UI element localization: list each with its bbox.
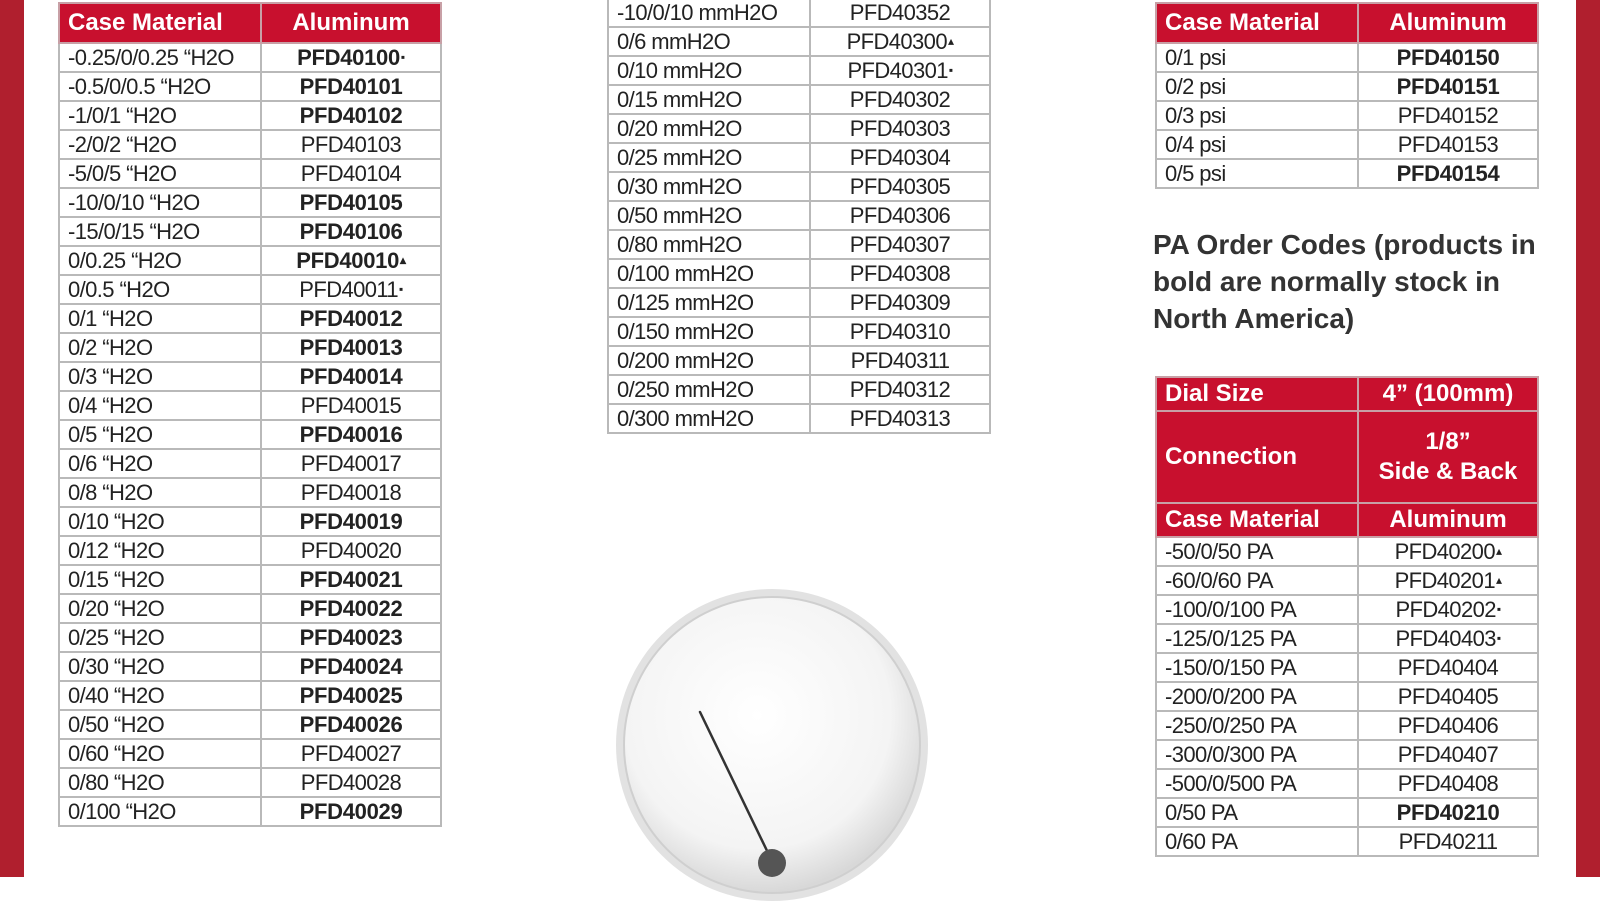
table-row: [608, 172, 990, 201]
table-row: [59, 275, 441, 304]
table-row: [59, 391, 441, 420]
gauge-needle-hub: [758, 849, 786, 877]
table-row: [59, 130, 441, 159]
order-code: PFD40403: [1395, 626, 1496, 651]
order-code-cell: [1358, 72, 1538, 101]
range-cell: 0/0.5 “H2O: [59, 275, 261, 304]
table-row: [608, 0, 990, 27]
table-row: [59, 43, 441, 72]
range-cell: -200/0/200 PA: [1156, 682, 1358, 711]
order-code: PFD40304: [849, 144, 951, 170]
header-aluminum: Aluminum: [261, 3, 441, 43]
order-code: PFD40311: [850, 347, 950, 373]
table-row: [1156, 769, 1538, 798]
header-case-material: Case Material: [1156, 3, 1358, 43]
range-cell: 0/4 “H2O: [59, 391, 261, 420]
order-code-cell: [810, 143, 990, 172]
table-row: [59, 594, 441, 623]
connection-value-line2: Side & Back: [1378, 458, 1518, 485]
order-code: PFD40012: [299, 305, 403, 331]
table-row: [608, 85, 990, 114]
table-row: [608, 201, 990, 230]
order-code: PFD40153: [1397, 131, 1499, 157]
order-code: PFD40021: [299, 566, 403, 592]
order-code-cell: [261, 478, 441, 507]
order-code-cell: [261, 565, 441, 594]
range-cell: 0/5 psi: [1156, 159, 1358, 188]
pa-order-codes-table: [1155, 376, 1539, 857]
order-code: PFD40408: [1397, 770, 1499, 796]
table-header-row: [59, 3, 441, 43]
range-cell: 0/25 “H2O: [59, 623, 261, 652]
order-code: PFD40022: [299, 595, 403, 621]
range-cell: -50/0/50 PA: [1156, 537, 1358, 566]
order-code-cell: [1358, 653, 1538, 682]
range-cell: 0/30 mmH2O: [608, 172, 810, 201]
table-row: [59, 623, 441, 652]
table-row: [59, 768, 441, 797]
order-code: PFD40404: [1397, 654, 1499, 680]
order-code: PFD40352: [849, 0, 951, 25]
availability-mark: ▪: [400, 50, 405, 64]
table-row: [1156, 101, 1538, 130]
order-code-cell: [261, 246, 441, 275]
order-code-cell: [810, 346, 990, 375]
table-body: [59, 43, 441, 826]
order-code-cell: [261, 594, 441, 623]
range-cell: -150/0/150 PA: [1156, 653, 1358, 682]
range-cell: 0/50 PA: [1156, 798, 1358, 827]
order-code-cell: [261, 536, 441, 565]
order-code-cell: [1358, 595, 1538, 624]
order-code: PFD40018: [300, 479, 402, 505]
order-code: PFD40105: [299, 189, 403, 215]
order-code: PFD40101: [299, 73, 403, 99]
order-code-cell: [810, 230, 990, 259]
order-code: PFD40407: [1397, 741, 1499, 767]
range-cell: 0/100 mmH2O: [608, 259, 810, 288]
order-code: PFD40307: [849, 231, 951, 257]
availability-mark: ▪: [399, 282, 403, 296]
inh2o-order-codes-table: [58, 2, 442, 827]
range-cell: 0/10 “H2O: [59, 507, 261, 536]
order-code-cell: [261, 72, 441, 101]
range-cell: 0/150 mmH2O: [608, 317, 810, 346]
range-cell: 0/1 psi: [1156, 43, 1358, 72]
range-cell: -100/0/100 PA: [1156, 595, 1358, 624]
order-code-cell: [1358, 130, 1538, 159]
range-cell: 0/5 “H2O: [59, 420, 261, 449]
range-cell: 0/4 psi: [1156, 130, 1358, 159]
table-row: [59, 159, 441, 188]
order-code-cell: [810, 56, 990, 85]
table-row: [59, 507, 441, 536]
table-row: [608, 375, 990, 404]
psi-order-codes-table: [1155, 2, 1539, 189]
range-cell: -1/0/1 “H2O: [59, 101, 261, 130]
order-code: PFD40301: [847, 58, 948, 83]
range-cell: 0/10 mmH2O: [608, 56, 810, 85]
order-code: PFD40020: [300, 537, 402, 563]
table-row: [59, 304, 441, 333]
order-code: PFD40152: [1397, 102, 1499, 128]
range-cell: 0/3 psi: [1156, 101, 1358, 130]
order-code-cell: [261, 275, 441, 304]
range-cell: 0/300 mmH2O: [608, 404, 810, 433]
range-cell: 0/15 mmH2O: [608, 85, 810, 114]
case-material-row: [1156, 503, 1538, 537]
range-cell: 0/2 psi: [1156, 72, 1358, 101]
order-code-cell: [261, 217, 441, 246]
range-cell: 0/6 mmH2O: [608, 27, 810, 56]
header-aluminum: Aluminum: [1358, 3, 1538, 43]
order-code: PFD40308: [849, 260, 951, 286]
table-row: [608, 346, 990, 375]
order-code-cell: [810, 201, 990, 230]
order-code-cell: [810, 0, 990, 27]
order-code-cell: [261, 449, 441, 478]
table-row: [1156, 43, 1538, 72]
range-cell: 0/80 mmH2O: [608, 230, 810, 259]
availability-mark: ▴: [1495, 544, 1502, 558]
range-cell: -125/0/125 PA: [1156, 624, 1358, 653]
order-code: PFD40019: [299, 508, 403, 534]
table-row: [1156, 130, 1538, 159]
table-row: [59, 72, 441, 101]
table-row: [608, 317, 990, 346]
range-cell: 0/50 mmH2O: [608, 201, 810, 230]
gauge-lens: [624, 597, 920, 893]
order-code-cell: [1358, 827, 1538, 856]
order-code-cell: [261, 304, 441, 333]
range-cell: 0/15 “H2O: [59, 565, 261, 594]
table-header-row: [1156, 3, 1538, 43]
table-body: [608, 0, 990, 433]
table-row: [59, 478, 441, 507]
order-code: PFD40103: [300, 131, 402, 157]
order-code-cell: [261, 333, 441, 362]
order-code-cell: [261, 507, 441, 536]
order-code: PFD40151: [1396, 73, 1500, 99]
order-code-cell: [810, 85, 990, 114]
dial-size-row: [1156, 377, 1538, 411]
range-cell: -10/0/10 mmH2O: [608, 0, 810, 27]
order-code: PFD40023: [299, 624, 403, 650]
order-code: PFD40313: [849, 405, 951, 431]
table-row: [59, 420, 441, 449]
order-code: PFD40029: [299, 798, 403, 824]
order-code: PFD40025: [299, 682, 403, 708]
order-code: PFD40303: [849, 115, 951, 141]
order-code-cell: [810, 317, 990, 346]
table-row: [59, 739, 441, 768]
table-row: [1156, 595, 1538, 624]
range-cell: -0.25/0/0.25 “H2O: [59, 43, 261, 72]
range-cell: -0.5/0/0.5 “H2O: [59, 72, 261, 101]
order-code: PFD40106: [299, 218, 403, 244]
order-code: PFD40210: [1396, 799, 1500, 825]
order-code: PFD40028: [300, 769, 402, 795]
table-row: [59, 188, 441, 217]
order-code: PFD40015: [300, 392, 402, 418]
order-code-cell: [1358, 711, 1538, 740]
table-row: [59, 565, 441, 594]
range-cell: 0/60 PA: [1156, 827, 1358, 856]
order-code: PFD40405: [1397, 683, 1499, 709]
order-code-cell: [261, 130, 441, 159]
table-row: [1156, 72, 1538, 101]
page-border-left: [0, 0, 24, 877]
range-cell: 0/20 “H2O: [59, 594, 261, 623]
table-row: [59, 797, 441, 826]
order-code-cell: [1358, 769, 1538, 798]
table-row: [1156, 537, 1538, 566]
range-cell: 0/250 mmH2O: [608, 375, 810, 404]
order-code-cell: [261, 797, 441, 826]
table-row: [608, 259, 990, 288]
table-row: [59, 101, 441, 130]
range-cell: -5/0/5 “H2O: [59, 159, 261, 188]
order-code: PFD40024: [299, 653, 403, 679]
order-code: PFD40016: [299, 421, 403, 447]
order-code: PFD40010: [296, 248, 400, 273]
order-code: PFD40154: [1396, 160, 1500, 186]
table-row: [1156, 653, 1538, 682]
pressure-gauge-image: [612, 585, 932, 905]
range-cell: 0/80 “H2O: [59, 768, 261, 797]
availability-mark: ▴: [947, 34, 954, 48]
order-code: PFD40200: [1394, 539, 1495, 564]
order-code-cell: [1358, 159, 1538, 188]
range-cell: 0/6 “H2O: [59, 449, 261, 478]
order-code-cell: [1358, 624, 1538, 653]
order-code-cell: [1358, 740, 1538, 769]
table-row: [59, 246, 441, 275]
table-row: [608, 404, 990, 433]
order-code: PFD40300: [846, 29, 947, 54]
connection-row: [1156, 411, 1538, 503]
order-code: PFD40306: [849, 202, 951, 228]
order-code-cell: [261, 652, 441, 681]
range-cell: -10/0/10 “H2O: [59, 188, 261, 217]
order-code-cell: [810, 172, 990, 201]
range-cell: 0/30 “H2O: [59, 652, 261, 681]
range-cell: 0/125 mmH2O: [608, 288, 810, 317]
table-row: [608, 114, 990, 143]
order-code-cell: [261, 362, 441, 391]
header-aluminum: Aluminum: [1358, 503, 1538, 537]
table-row: [608, 27, 990, 56]
pa-order-codes-heading: PA Order Codes (products in bold are normally stock in North America): [1153, 229, 1536, 334]
table-row: [59, 449, 441, 478]
order-code-cell: [261, 623, 441, 652]
order-code-cell: [261, 391, 441, 420]
order-code: PFD40100: [297, 45, 400, 70]
table-row: [608, 143, 990, 172]
order-code-cell: [810, 259, 990, 288]
table-row: [608, 56, 990, 85]
range-cell: -250/0/250 PA: [1156, 711, 1358, 740]
range-cell: 0/2 “H2O: [59, 333, 261, 362]
range-cell: -60/0/60 PA: [1156, 566, 1358, 595]
range-cell: 0/3 “H2O: [59, 362, 261, 391]
order-code: PFD40102: [299, 102, 403, 128]
range-cell: 0/60 “H2O: [59, 739, 261, 768]
order-code: PFD40305: [849, 173, 951, 199]
order-code: PFD40310: [849, 318, 951, 344]
range-cell: -500/0/500 PA: [1156, 769, 1358, 798]
range-cell: 0/25 mmH2O: [608, 143, 810, 172]
order-code: PFD40027: [300, 740, 402, 766]
order-code-cell: [1358, 101, 1538, 130]
order-code-cell: [810, 404, 990, 433]
table-row: [1156, 624, 1538, 653]
dial-size-label: Dial Size: [1156, 377, 1358, 411]
range-cell: 0/0.25 “H2O: [59, 246, 261, 275]
order-code: PFD40150: [1396, 44, 1500, 70]
order-code-cell: [1358, 682, 1538, 711]
order-code: PFD40026: [299, 711, 403, 737]
table-row: [1156, 827, 1538, 856]
table-row: [59, 710, 441, 739]
range-cell: 0/12 “H2O: [59, 536, 261, 565]
order-code-cell: [261, 710, 441, 739]
table-row: [59, 333, 441, 362]
order-code-cell: [261, 101, 441, 130]
table-row: [608, 288, 990, 317]
order-code-cell: [261, 681, 441, 710]
table-row: [59, 362, 441, 391]
availability-mark: ▴: [400, 253, 406, 267]
order-code-cell: [810, 114, 990, 143]
table-row: [1156, 711, 1538, 740]
order-code: PFD40104: [300, 160, 402, 186]
order-code-cell: [1358, 566, 1538, 595]
range-cell: 0/100 “H2O: [59, 797, 261, 826]
order-code-cell: [1358, 43, 1538, 72]
order-code-cell: [261, 188, 441, 217]
mmh2o-order-codes-table: [607, 0, 991, 434]
range-cell: 0/8 “H2O: [59, 478, 261, 507]
order-code-cell: [1358, 798, 1538, 827]
table-row: [59, 681, 441, 710]
table-row: [59, 652, 441, 681]
order-code-cell: [810, 288, 990, 317]
order-code-cell: [261, 739, 441, 768]
availability-mark: ▪: [1496, 602, 1501, 616]
order-code-cell: [261, 768, 441, 797]
table-row: [59, 217, 441, 246]
order-code: PFD40011: [299, 277, 399, 302]
range-cell: 0/20 mmH2O: [608, 114, 810, 143]
table-row: [1156, 798, 1538, 827]
range-cell: 0/200 mmH2O: [608, 346, 810, 375]
table-row: [59, 536, 441, 565]
range-cell: 0/1 “H2O: [59, 304, 261, 333]
availability-mark: ▪: [1496, 631, 1501, 645]
range-cell: 0/40 “H2O: [59, 681, 261, 710]
table-body: [1156, 43, 1538, 188]
order-code-cell: [261, 159, 441, 188]
order-code: PFD40014: [299, 363, 403, 389]
order-code: PFD40312: [849, 376, 951, 402]
availability-mark: ▪: [948, 63, 953, 77]
order-code-cell: [810, 375, 990, 404]
range-cell: 0/50 “H2O: [59, 710, 261, 739]
table-row: [1156, 682, 1538, 711]
table-row: [608, 230, 990, 259]
order-code: PFD40017: [300, 450, 402, 476]
order-code: PFD40211: [1398, 828, 1498, 854]
order-code: PFD40201: [1394, 568, 1495, 593]
table-row: [1156, 159, 1538, 188]
range-cell: -2/0/2 “H2O: [59, 130, 261, 159]
order-code: PFD40202: [1395, 597, 1496, 622]
header-case-material: Case Material: [59, 3, 261, 43]
order-code: PFD40013: [299, 334, 403, 360]
availability-mark: ▴: [1495, 573, 1502, 587]
connection-value-line1: 1/8”: [1425, 428, 1471, 455]
order-code-cell: [261, 420, 441, 449]
table-body: [1156, 537, 1538, 856]
page-border-right: [1576, 0, 1600, 877]
order-code: PFD40406: [1397, 712, 1499, 738]
table-row: [1156, 740, 1538, 769]
header-case-material: Case Material: [1156, 503, 1358, 537]
order-code-cell: [1358, 537, 1538, 566]
table-row: [1156, 566, 1538, 595]
order-code-cell: [261, 43, 441, 72]
connection-label: Connection: [1156, 411, 1358, 503]
connection-value: [1358, 411, 1538, 503]
order-code: PFD40309: [849, 289, 951, 315]
range-cell: -15/0/15 “H2O: [59, 217, 261, 246]
dial-size-value: 4” (100mm): [1358, 377, 1538, 411]
order-code: PFD40302: [849, 86, 951, 112]
order-code-cell: [810, 27, 990, 56]
range-cell: -300/0/300 PA: [1156, 740, 1358, 769]
